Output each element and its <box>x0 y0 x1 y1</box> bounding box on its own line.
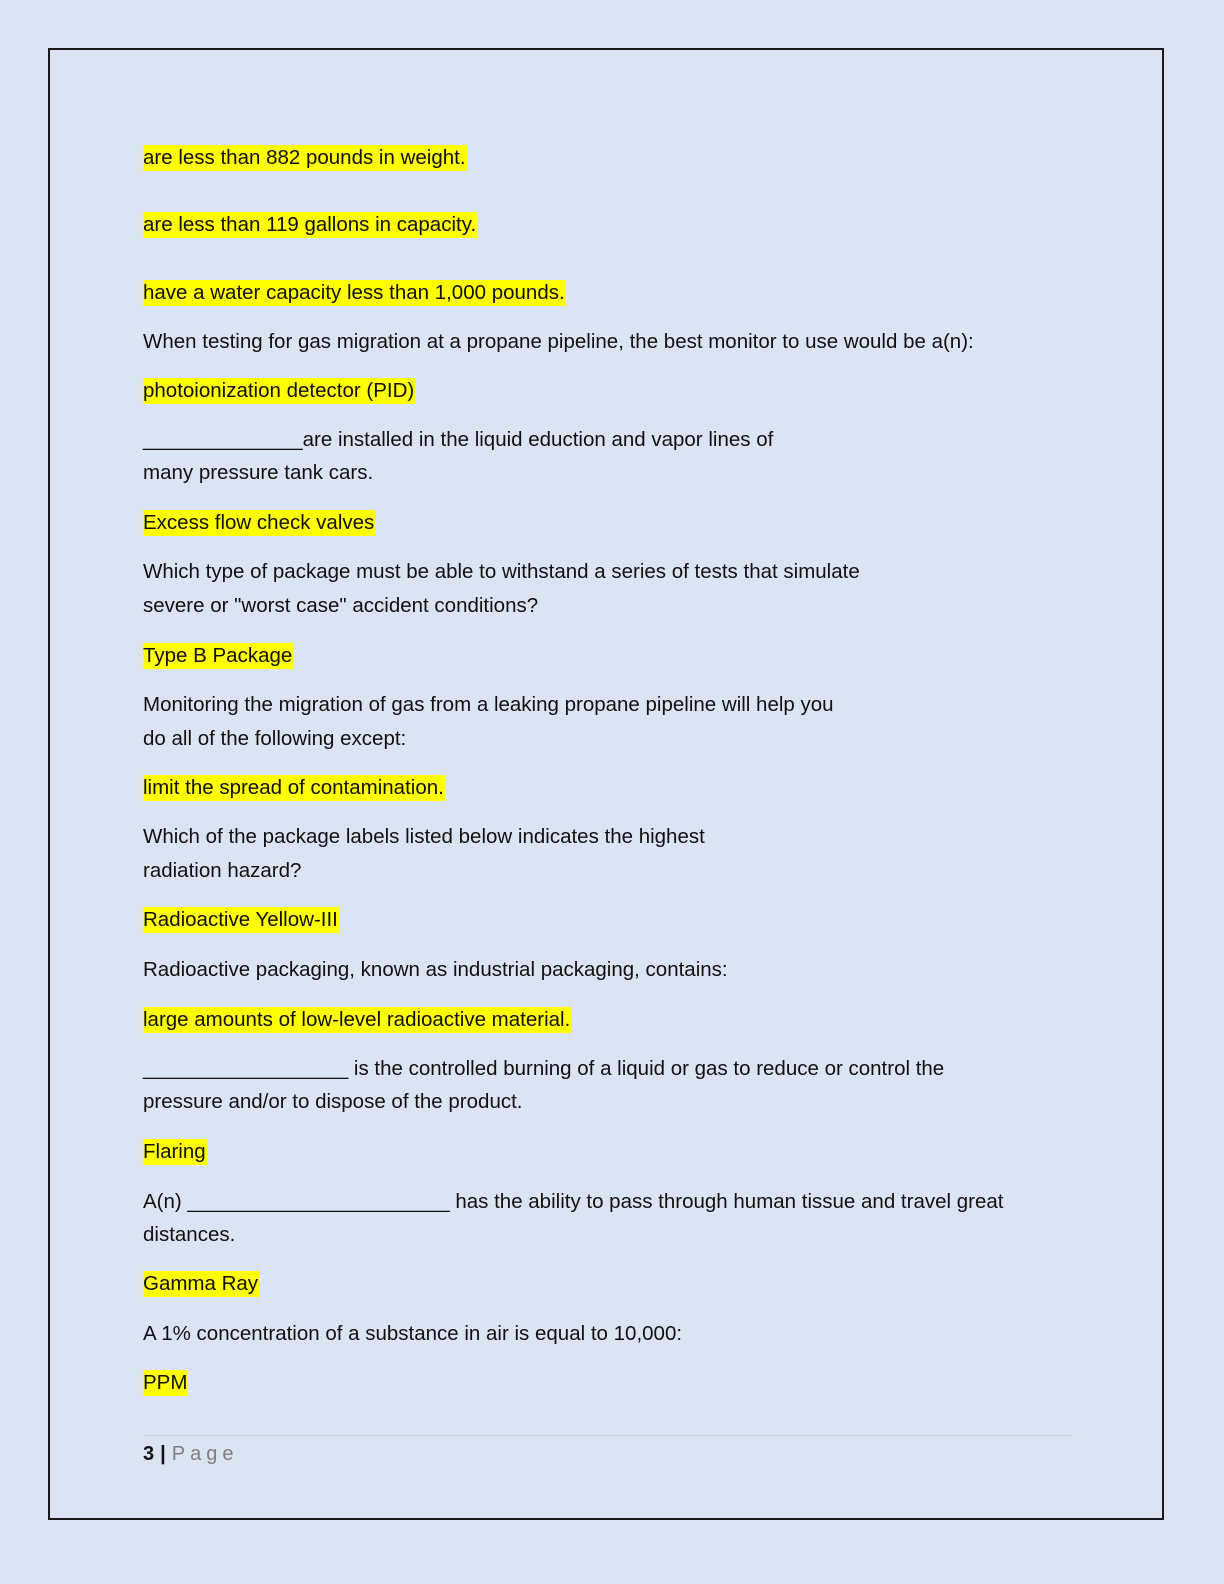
footer-divider <box>143 1435 1073 1436</box>
question-line: A(n) _______________________ has the ability to pass through human tissue and travel great <box>143 1190 1004 1213</box>
question-line: many pressure tank cars. <box>143 461 374 484</box>
page-footer <box>143 1438 238 1470</box>
question-line: __________________ is the controlled burning of a liquid or gas to reduce or control the <box>143 1057 945 1080</box>
answer-line: are less than 882 pounds in weight. <box>143 146 466 169</box>
question-line: radiation hazard? <box>143 859 302 882</box>
answer-line: Gamma Ray <box>143 1272 259 1295</box>
answer-line: have a water capacity less than 1,000 pounds. <box>143 281 565 304</box>
question-line: Which of the package labels listed below indicates the highest <box>143 825 705 848</box>
question-line: A 1% concentration of a substance in air is equal to 10,000: <box>143 1322 683 1345</box>
question-line: Which type of package must be able to withstand a series of tests that simulate <box>143 560 860 583</box>
page-label: Page <box>171 1443 239 1465</box>
question-line: Radioactive packaging, known as industrial packaging, contains: <box>143 958 728 981</box>
page-number: 3 <box>143 1443 155 1465</box>
question-line: Monitoring the migration of gas from a leaking propane pipeline will help you <box>143 693 834 716</box>
question-line: severe or "worst case" accident conditions? <box>143 594 539 617</box>
answer-line: photoionization detector (PID) <box>143 379 415 402</box>
answer-line: large amounts of low-level radioactive material. <box>143 1008 571 1031</box>
answer-line: Flaring <box>143 1140 206 1163</box>
question-line: ______________are installed in the liquid eduction and vapor lines of <box>143 428 774 451</box>
question-line: When testing for gas migration at a propane pipeline, the best monitor to use would be a(n): <box>143 330 974 353</box>
answer-line: PPM <box>143 1371 188 1394</box>
question-line: do all of the following except: <box>143 727 407 750</box>
answer-line: limit the spread of contamination. <box>143 776 444 799</box>
question-line: pressure and/or to dispose of the product. <box>143 1090 523 1113</box>
answer-line: Radioactive Yellow-III <box>143 908 338 931</box>
question-line: distances. <box>143 1223 236 1246</box>
answer-line: Excess flow check valves <box>143 511 375 534</box>
answer-line: are less than 119 gallons in capacity. <box>143 213 477 236</box>
footer-separator: | <box>160 1443 166 1465</box>
answer-line: Type B Package <box>143 644 293 667</box>
